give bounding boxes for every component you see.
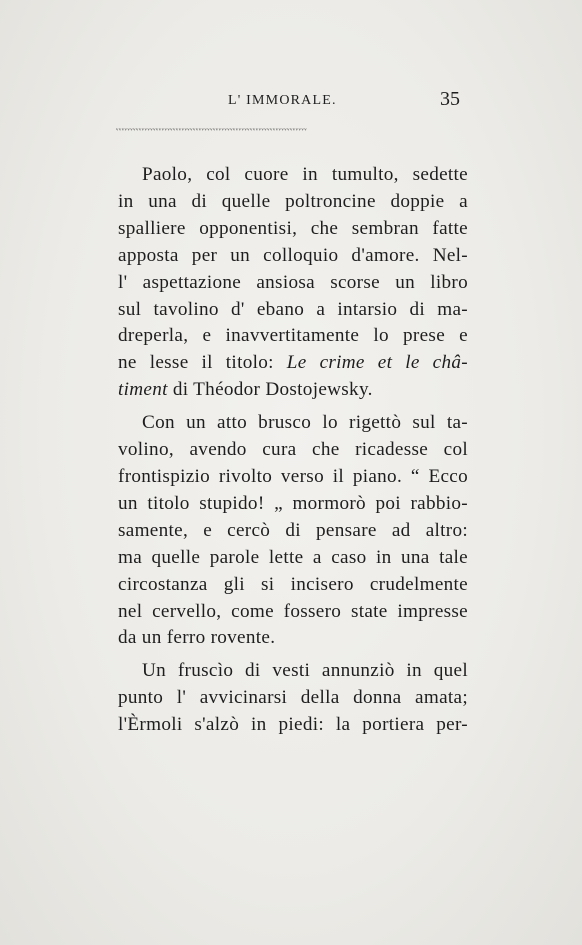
text-line: dreperla, e inavvertitamente lo prese e xyxy=(118,325,468,347)
text-line: nel cervello, come fossero state impresse xyxy=(118,600,468,622)
book-title-italic: Le crime et le châ- xyxy=(286,352,468,374)
text-line: circostanza gli si incisero crudelmente xyxy=(118,573,468,595)
text-line: ma quelle parole lette a caso in una tale xyxy=(118,546,468,568)
text-line: frontispizio rivolto verso il piano. “ Ecco xyxy=(118,465,468,487)
running-title: L' IMMORALE. xyxy=(228,93,337,108)
text-line: apposta per un colloquio d'amore. Nel- xyxy=(118,244,468,266)
text-line: samente, e cercò di pensare ad altro: xyxy=(118,519,468,541)
text-line: l' aspettazione ansiosa scorse un libro xyxy=(118,271,468,293)
text-line: da un ferro rovente. xyxy=(118,627,276,649)
page-number: 35 xyxy=(440,88,460,110)
text-line-with-title xyxy=(118,350,468,377)
text-fragment: ne lesse il titolo: xyxy=(118,352,274,374)
text-line: Paolo, col cuore in tumulto, sedette xyxy=(142,164,468,185)
text-line: spalliere opponentisi, che sembran fatte xyxy=(118,217,468,239)
book-title-italic: timent xyxy=(118,379,168,401)
text-fragment: di Théodor Dostojewsky. xyxy=(172,379,373,401)
ornamental-rule: ᵥᵥᵥᵥᵥᵥᵥᵥᵥᵥᵥᵥᵥᵥᵥᵥᵥᵥᵥᵥᵥᵥᵥᵥᵥᵥᵥᵥᵥᵥᵥᵥᵥᵥᵥᵥᵥᵥᵥᵥᵥᵥᵥᵥᵥᵥᵥᵥᵥᵥᵥᵥᵥᵥᵥᵥᵥᵥᵥᵥᵥᵥᵥᵥᵥᵥᵥ xyxy=(116,124,308,132)
text-line: l'Èrmoli s'alzò in piedi: la portiera per- xyxy=(118,714,468,736)
text-line: sul tavolino d' ebano a intarsio di ma- xyxy=(118,298,468,320)
text-line: volino, avendo cura che ricadesse col xyxy=(118,439,468,461)
text-line: punto l' avvicinarsi della donna amata; xyxy=(118,687,468,709)
running-head xyxy=(118,88,460,122)
body-text xyxy=(118,162,468,739)
text-line: in una di quelle poltroncine doppie a xyxy=(118,190,468,212)
text-line: Con un atto brusco lo rigettò sul ta- xyxy=(142,412,468,434)
text-line: un titolo stupido! „ mormorò poi rabbio- xyxy=(118,492,468,514)
text-line-with-title xyxy=(118,377,468,404)
text-line: Un fruscìo di vesti annunziò in quel xyxy=(142,660,468,682)
